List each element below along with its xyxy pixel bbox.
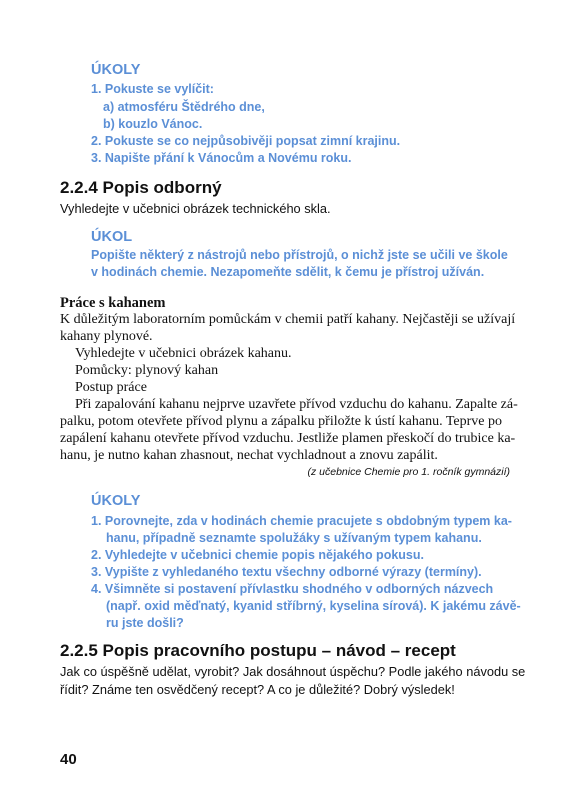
task-3-item-1: 1. Porovnejte, zda v hodinách chemie pracujete s obdobným typem ka- [91, 514, 512, 528]
excerpt-heading: Práce s kahanem [60, 295, 166, 311]
task-3-item-3: 3. Vypište z vyhledaného textu všechny odborné výrazy (termíny). [91, 565, 482, 579]
section-heading-225: 2.2.5 Popis pracovního postupu – návod – recept [60, 641, 456, 660]
excerpt-line-6: Při zapalování kahanu nejprve uzavřete přívod vzduchu do kahanu. Zapalte zá- [75, 397, 518, 412]
task-3-item-1-cont: hanu, případně seznamte spolužáky s užívaným typem kahanu. [106, 531, 482, 545]
section-224-intro: Vyhledejte v učebnici obrázek technického skla. [60, 201, 331, 216]
section-heading-224: 2.2.4 Popis odborný [60, 178, 222, 197]
excerpt-line-2: kahany plynové. [60, 329, 153, 344]
task-1-item-3: 3. Napište přání k Vánocům a Novému roku. [91, 151, 352, 165]
task-3-item-4-cont: (např. oxid měďnatý, kyanid stříbrný, kyselina sírová). K jakému závě- [106, 599, 521, 613]
excerpt-line-5: Postup práce [75, 380, 147, 395]
excerpt-line-3: Vyhledejte v učebnici obrázek kahanu. [75, 346, 292, 361]
task-2-line-1: Popište některý z nástrojů nebo přístrojů, o nichž jste se učili ve škole [91, 248, 508, 262]
excerpt-line-8: zapálení kahanu otevřete přívod vzduchu. Jestliže plamen přeskočí do trubice ka- [60, 431, 516, 446]
task-1-item-1a: a) atmosféru Štědrého dne, [103, 100, 265, 114]
task-2-line-2: v hodinách chemie. Nezapomeňte sdělit, k čemu je přístroj užíván. [91, 265, 485, 279]
excerpt-source: (z učebnice Chemie pro 1. ročník gymnázií) [307, 466, 510, 478]
excerpt-line-1: K důležitým laboratorním pomůckám v chemii patří kahany. Nejčastěji se užívají [60, 312, 516, 327]
section-225-line-2: řídit? Známe ten osvědčený recept? A co je důležité? Dobrý výsledek! [60, 682, 455, 697]
excerpt-line-4: Pomůcky: plynový kahan [75, 363, 219, 378]
task-block-3-title: ÚKOLY [91, 493, 141, 509]
task-3-item-4: 4. Všimněte si postavení přívlastku shodného v odborných názvech [91, 582, 494, 596]
task-block-2-title: ÚKOL [91, 229, 133, 245]
task-block-1-title: ÚKOLY [91, 62, 141, 78]
task-3-item-4-end: ru jste došli? [106, 616, 184, 630]
task-1-item-2: 2. Pokuste se co nejpůsobivěji popsat zimní krajinu. [91, 134, 401, 148]
task-1-item-1: 1. Pokuste se vylíčit: [91, 82, 214, 96]
excerpt-line-7: palku, potom otevřete přívod plynu a zápalku přiložte k ústí kahanu. Teprve po [60, 414, 502, 429]
excerpt-line-9: hanu, je nutno kahan zhasnout, nechat vychladnout a znovu zapálit. [60, 448, 438, 463]
task-1-item-1b: b) kouzlo Vánoc. [103, 117, 203, 131]
section-225-line-1: Jak co úspěšně udělat, vyrobit? Jak dosáhnout úspěchu? Podle jakého návodu se [60, 664, 526, 679]
task-3-item-2: 2. Vyhledejte v učebnici chemie popis nějakého pokusu. [91, 548, 424, 562]
page-number: 40 [60, 751, 77, 768]
